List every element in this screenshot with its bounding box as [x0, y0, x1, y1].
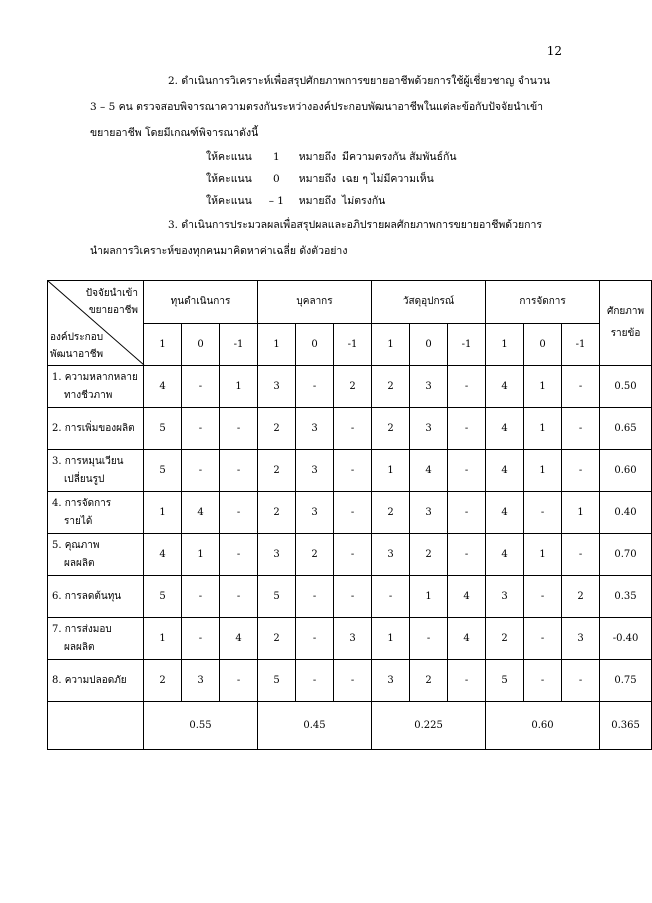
corner-top-line: ขยายอาชีพ: [88, 305, 138, 316]
score-cell: 4: [410, 450, 448, 492]
paragraph-line: ขยายอาชีพ โดยมีเกณฑ์พิจารณาดังนี้: [90, 127, 259, 139]
criterion-label-line: ทางชีวภาพ: [64, 389, 113, 401]
score-cell: -: [448, 492, 486, 534]
table-total-row: [48, 702, 652, 750]
score-cell: -: [296, 366, 334, 408]
sub-header: 1: [372, 323, 410, 366]
score-cell: -: [334, 450, 372, 492]
criterion-label-line: 5. คุณภาพ: [52, 539, 100, 551]
criterion-label: [48, 450, 144, 492]
score-cell: -: [524, 660, 562, 702]
score-cell: 2: [296, 534, 334, 576]
table-row: [48, 408, 652, 450]
paragraph-line: 2. ดำเนินการวิเคราะห์เพื่อสรุปศักยภาพการขยายอาชีพด้วยการใช้ผู้เชี่ยวชาญ จำนวน: [168, 75, 551, 87]
score-cell: 5: [486, 660, 524, 702]
group-header-personnel: บุคลากร: [258, 281, 372, 324]
grand-total: 0.365: [600, 702, 652, 750]
score-cell: -: [562, 408, 600, 450]
score-cell: 3: [296, 408, 334, 450]
score-cell: 4: [486, 366, 524, 408]
score-cell: 2: [410, 534, 448, 576]
score-cell: -: [448, 408, 486, 450]
score-cell: -: [220, 450, 258, 492]
score-cell: 2: [372, 366, 410, 408]
table-row: [48, 450, 652, 492]
scale-label: ให้คะแนน: [206, 173, 252, 185]
scale-item-1: [206, 148, 457, 166]
score-cell: 2: [410, 660, 448, 702]
score-cell: 4: [486, 450, 524, 492]
scale-label: ให้คะแนน: [206, 195, 252, 207]
corner-bottom-label: [50, 329, 103, 363]
scale-label: ให้คะแนน: [206, 151, 252, 163]
score-cell: -: [220, 660, 258, 702]
score-cell: -: [334, 660, 372, 702]
scale-meaning-word: หมายถึง: [298, 195, 337, 207]
score-cell: -: [220, 492, 258, 534]
criterion-label-line: รายได้: [64, 515, 93, 527]
score-cell: -: [182, 450, 220, 492]
sub-header: 1: [144, 323, 182, 366]
score-cell: 1: [524, 534, 562, 576]
score-cell: 2: [372, 408, 410, 450]
scale-description: ไม่ตรงกัน: [342, 195, 386, 207]
score-cell: 5: [144, 576, 182, 618]
criterion-label: [48, 534, 144, 576]
score-cell: 1: [562, 492, 600, 534]
score-cell: -: [410, 618, 448, 660]
potential-cell: 0.40: [600, 492, 652, 534]
score-cell: 1: [144, 492, 182, 534]
table-row: [48, 660, 652, 702]
score-cell: 3: [486, 576, 524, 618]
scale-item-2: [206, 170, 434, 188]
score-cell: 3: [410, 492, 448, 534]
score-cell: 5: [258, 660, 296, 702]
table-row: [48, 576, 652, 618]
criterion-label: [48, 408, 144, 450]
score-cell: -: [334, 534, 372, 576]
criterion-label-line: 8. ความปลอดภัย: [52, 674, 127, 686]
score-cell: 4: [486, 408, 524, 450]
score-cell: 4: [220, 618, 258, 660]
corner-top-label: [86, 285, 138, 319]
score-cell: 4: [144, 534, 182, 576]
criterion-label: [48, 576, 144, 618]
score-cell: 1: [372, 618, 410, 660]
table-row: [48, 366, 652, 408]
score-cell: -: [562, 366, 600, 408]
score-cell: -: [448, 534, 486, 576]
score-cell: -: [372, 576, 410, 618]
paragraph-line: 3. ดำเนินการประมวลผลเพื่อสรุปผลและอภิปรายผลศักยภาพการขยายอาชีพด้วยการ: [168, 219, 543, 231]
table-row: [48, 534, 652, 576]
score-cell: 4: [448, 576, 486, 618]
score-cell: 1: [182, 534, 220, 576]
scale-description: เฉย ๆ ไม่มีความเห็น: [342, 173, 434, 185]
score-cell: -: [220, 408, 258, 450]
score-cell: 3: [562, 618, 600, 660]
score-cell: 2: [144, 660, 182, 702]
sub-header: 0: [410, 323, 448, 366]
sub-header: 0: [524, 323, 562, 366]
score-cell: 4: [486, 492, 524, 534]
potential-cell: 0.35: [600, 576, 652, 618]
potential-cell: 0.65: [600, 408, 652, 450]
score-cell: 2: [258, 492, 296, 534]
potential-analysis-table: [47, 280, 652, 750]
score-cell: 1: [410, 576, 448, 618]
criterion-label-line: 3. การหมุนเวียน: [52, 455, 124, 467]
potential-header-line: ศักยภาพ: [607, 306, 645, 317]
score-cell: 3: [372, 534, 410, 576]
criterion-label: [48, 366, 144, 408]
score-cell: 2: [334, 366, 372, 408]
score-cell: -: [334, 408, 372, 450]
score-cell: 2: [372, 492, 410, 534]
scale-meaning-word: หมายถึง: [298, 173, 337, 185]
score-cell: 2: [258, 408, 296, 450]
score-cell: -: [562, 660, 600, 702]
score-cell: 5: [258, 576, 296, 618]
score-cell: -: [448, 366, 486, 408]
criterion-label: [48, 618, 144, 660]
group-header-materials: วัสดุอุปกรณ์: [372, 281, 486, 324]
score-cell: 3: [410, 366, 448, 408]
criterion-label: [48, 660, 144, 702]
criterion-label-line: ผลผลิต: [64, 641, 95, 653]
sub-header: -1: [334, 323, 372, 366]
scale-meaning-word: หมายถึง: [298, 151, 337, 163]
paragraph-method-2: [90, 68, 560, 146]
score-cell: 2: [258, 618, 296, 660]
criterion-label-line: ผลผลิต: [64, 557, 95, 569]
corner-bottom-line: พัฒนาอาชีพ: [50, 349, 104, 360]
potential-cell: 0.50: [600, 366, 652, 408]
criterion-label-line: 4. การจัดการ: [52, 497, 112, 509]
potential-cell: -0.40: [600, 618, 652, 660]
table-row: [48, 492, 652, 534]
scale-score: 0: [273, 173, 280, 185]
score-cell: -: [334, 576, 372, 618]
score-cell: -: [220, 534, 258, 576]
score-cell: -: [448, 660, 486, 702]
group-header-capital: ทุนดำเนินการ: [144, 281, 258, 324]
score-cell: 4: [144, 366, 182, 408]
scale-item-3: [206, 192, 385, 210]
scale-score: – 1: [268, 195, 284, 207]
total-materials: 0.225: [372, 702, 486, 750]
score-cell: 1: [220, 366, 258, 408]
page-number: 12: [546, 44, 562, 58]
score-cell: -: [562, 534, 600, 576]
sub-header: 0: [296, 323, 334, 366]
total-row-label: [48, 702, 144, 750]
sub-header: 1: [486, 323, 524, 366]
scale-score: 1: [273, 151, 280, 163]
total-personnel: 0.45: [258, 702, 372, 750]
sub-header: 0: [182, 323, 220, 366]
potential-cell: 0.70: [600, 534, 652, 576]
criterion-label-line: 1. ความหลากหลาย: [52, 371, 138, 383]
score-cell: -: [562, 450, 600, 492]
table-row: [48, 618, 652, 660]
sub-header: 1: [258, 323, 296, 366]
score-cell: -: [296, 576, 334, 618]
criterion-label-line: 7. การส่งมอบ: [52, 623, 112, 635]
score-cell: 5: [144, 450, 182, 492]
potential-header: [600, 281, 652, 366]
total-capital: 0.55: [144, 702, 258, 750]
score-cell: 3: [334, 618, 372, 660]
score-cell: -: [296, 660, 334, 702]
criterion-label-line: เปลี่ยนรูป: [64, 473, 105, 485]
table-corner-header: [48, 281, 144, 366]
score-cell: -: [182, 408, 220, 450]
score-cell: -: [524, 576, 562, 618]
sub-header: -1: [562, 323, 600, 366]
paragraph-line: 3 – 5 คน ตรวจสอบพิจารณาความตรงกันระหว่างองค์ประกอบพัฒนาอาชีพในแต่ละข้อกับปัจจัยนำเข้า: [90, 101, 544, 113]
score-cell: 4: [448, 618, 486, 660]
score-cell: -: [220, 576, 258, 618]
table-body: [48, 366, 652, 702]
group-header-management: การจัดการ: [486, 281, 600, 324]
score-cell: -: [524, 618, 562, 660]
total-management: 0.60: [486, 702, 600, 750]
score-cell: 3: [410, 408, 448, 450]
score-cell: 2: [562, 576, 600, 618]
score-cell: 3: [372, 660, 410, 702]
score-cell: 1: [524, 408, 562, 450]
criterion-label-line: 6. การลดต้นทุน: [52, 590, 122, 602]
score-cell: -: [524, 492, 562, 534]
paragraph-method-3: [90, 212, 560, 264]
criterion-label-line: 2. การเพิ่มของผลิต: [52, 422, 135, 434]
paragraph-line: นำผลการวิเคราะห์ของทุกคนมาคิดหาค่าเฉลี่ย ดังตัวอย่าง: [90, 245, 348, 257]
score-cell: 3: [258, 534, 296, 576]
score-cell: 5: [144, 408, 182, 450]
score-cell: 1: [144, 618, 182, 660]
corner-top-line: ปัจจัยนำเข้า: [85, 288, 138, 299]
score-cell: -: [182, 618, 220, 660]
score-cell: -: [182, 576, 220, 618]
corner-bottom-line: องค์ประกอบ: [50, 332, 104, 343]
score-cell: 1: [524, 366, 562, 408]
score-cell: 4: [182, 492, 220, 534]
criterion-label: [48, 492, 144, 534]
potential-cell: 0.60: [600, 450, 652, 492]
potential-header-line: รายข้อ: [610, 328, 641, 339]
score-cell: 2: [258, 450, 296, 492]
score-cell: -: [182, 366, 220, 408]
score-cell: -: [296, 618, 334, 660]
score-cell: -: [448, 450, 486, 492]
sub-header: -1: [448, 323, 486, 366]
score-cell: 1: [524, 450, 562, 492]
scale-description: มีความตรงกัน สัมพันธ์กัน: [342, 151, 457, 163]
score-cell: 1: [372, 450, 410, 492]
score-cell: 2: [486, 618, 524, 660]
score-cell: 3: [296, 492, 334, 534]
score-cell: 3: [182, 660, 220, 702]
potential-cell: 0.75: [600, 660, 652, 702]
score-cell: 3: [258, 366, 296, 408]
score-cell: -: [334, 492, 372, 534]
score-cell: 3: [296, 450, 334, 492]
score-cell: 4: [486, 534, 524, 576]
sub-header: -1: [220, 323, 258, 366]
